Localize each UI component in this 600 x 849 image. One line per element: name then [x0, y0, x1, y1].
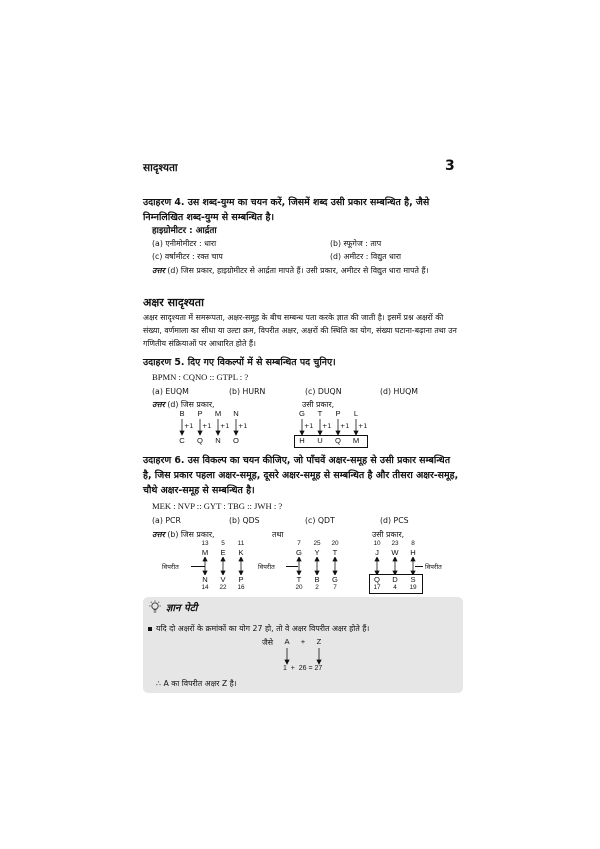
tip-letter-a: A — [284, 637, 290, 646]
letter: P — [335, 409, 341, 418]
answer-label: उत्तर — [152, 530, 165, 539]
double-arrow-icon — [292, 557, 352, 575]
letter: G — [332, 575, 338, 584]
step-label: +1 — [340, 422, 350, 430]
letter: H — [410, 548, 416, 557]
letter: N — [233, 409, 239, 418]
position-number: 25 — [313, 540, 321, 547]
arrow-icon — [280, 647, 330, 665]
letter: B — [179, 409, 185, 418]
answer-text: (d) जिस प्रकार, हाइग्रोमीटर से आर्द्रता मापते हैं। उसी प्रकार, अमीटर से विद्युत धारा मापते हैं। — [167, 266, 429, 275]
example-4-pair: हाइग्रोमीटर : आर्द्रता — [152, 226, 217, 236]
answer-text: (b) जिस प्रकार, — [167, 530, 215, 539]
position-number: 19 — [409, 584, 417, 591]
letter: Q — [374, 575, 380, 584]
example-5-option-b: (b) HURN — [229, 387, 266, 396]
knowledge-box-title: ज्ञान पेटी — [166, 603, 198, 614]
running-header: सादृश्यता — [143, 162, 178, 174]
position-number: 23 — [391, 540, 399, 547]
opposite-label: विपरीत — [258, 563, 275, 571]
position-number: 16 — [237, 584, 245, 591]
example-5-question: उदाहरण 5. दिए गए विकल्पों में से सम्बन्धित पद चुनिए। — [143, 357, 336, 368]
example-6-option-b: (b) QDS — [229, 516, 260, 525]
letter: P — [197, 409, 203, 418]
position-number: 10 — [373, 540, 381, 547]
step-label: +1 — [220, 422, 230, 430]
step-label: +1 — [322, 422, 332, 430]
example-5-right-diagram — [295, 409, 390, 449]
letter: E — [220, 548, 226, 557]
letter: V — [220, 575, 226, 584]
letter: D — [392, 575, 398, 584]
example-5-option-c: (c) DUQN — [305, 387, 342, 396]
step-label: +1 — [238, 422, 248, 430]
opposite-label: विपरीत — [425, 563, 442, 571]
example-4-answer — [152, 265, 458, 276]
position-number: 20 — [331, 540, 339, 547]
example-6-question: उदाहरण 6. उस विकल्प का चयन कीजिए, जो पाँचवें अक्षर-समूह से उसी प्रकार सम्बन्धित है, जिस प्रकार पहला अक्षर-समूह, दूसरे अक्षर-समूह से सम्बन्धित है और तीसरा अक्षर-समूह, चौथे अक्षर-समूह से सम्बन्धित है। — [143, 455, 459, 496]
double-arrow-icon — [198, 557, 258, 575]
letter: P — [238, 575, 244, 584]
tip-like: जैसे — [262, 638, 274, 647]
letter: T — [317, 409, 323, 418]
letter: B — [314, 575, 320, 584]
connector-line — [286, 566, 298, 567]
answer-label: उत्तर — [152, 266, 165, 275]
step-label: +1 — [202, 422, 212, 430]
example-6-code: MEK : NVP :: GYT : TBG :: JWH : ? — [152, 501, 283, 511]
position-number: 22 — [219, 584, 227, 591]
connector-line — [415, 566, 423, 567]
example-5-similarly: उसी प्रकार, — [302, 400, 335, 409]
position-number: 4 — [393, 584, 397, 591]
example-5-option-a: (a) EUQM — [152, 387, 189, 396]
step-label: +1 — [304, 422, 314, 430]
position-number: 7 — [333, 584, 337, 591]
position-number: 11 — [237, 540, 245, 547]
position-number: 14 — [201, 584, 209, 591]
letter: J — [375, 548, 379, 557]
example-6-option-a: (a) PCR — [152, 516, 181, 525]
example-6-group-3 — [370, 540, 462, 594]
position-number: 7 — [297, 540, 301, 547]
tip-conclusion: ∴ A का विपरीत अक्षर Z है। — [156, 679, 237, 688]
example-5-left-diagram — [175, 409, 270, 449]
tip-plus: + — [300, 637, 306, 646]
example-6-group-2 — [258, 540, 358, 592]
bullet-icon — [148, 627, 152, 631]
letter: S — [410, 575, 416, 584]
page-number: 3 — [445, 158, 455, 174]
example-6-also: तथा — [272, 530, 284, 539]
example-5-option-d: (d) HUQM — [380, 387, 418, 396]
letter: L — [353, 409, 359, 418]
position-number: 20 — [295, 584, 303, 591]
letter: N — [202, 575, 208, 584]
answer-label: उत्तर — [152, 400, 165, 409]
tip-letter-z: Z — [316, 637, 322, 646]
example-4-question: उदाहरण 4. उस शब्द-युग्म का चयन करें, जिसमें शब्द उसी प्रकार सम्बन्धित है, जैसे निम्नलिखित शब्द-युग्म से सम्बन्धित है। — [143, 197, 430, 223]
position-number: 8 — [411, 540, 415, 547]
letter: T — [332, 548, 338, 557]
example-4-option-c: (c) वर्षामीटर : रक्त चाप — [152, 252, 223, 261]
letter: G — [296, 548, 302, 557]
example-6-group-1 — [150, 540, 260, 592]
position-number: 5 — [221, 540, 225, 547]
example-6-option-c: (c) QDT — [305, 516, 335, 525]
tip-sum: 1 + 26 = 27 — [283, 665, 323, 672]
example-5-code: BPMN : CQNO :: GTPL : ? — [152, 372, 249, 382]
example-4-option-d: (d) अमीटर : विद्युत धारा — [330, 252, 402, 261]
example-6-similarly: उसी प्रकार, — [372, 530, 405, 539]
letter: N — [215, 436, 221, 445]
letter: U — [317, 436, 323, 445]
connector-line — [191, 566, 205, 567]
section-paragraph: अक्षर सादृश्यता में समरूपता, अक्षर-समूह के बीच सम्बन्ध पता करके ज्ञात की जाती है। इसमें प्रश्न अक्षरों की संख्या, वर्णमाला का सीधा या उल्टा क्रम, विपरीत अक्षर, अक्षरों की स्थिति का योग, संख्या घटाना-बढ़ाना तथा उन गणितीय संक्रियाओं पर आधारित होते हैं। — [143, 313, 457, 348]
letter: T — [296, 575, 302, 584]
letter: Y — [314, 548, 320, 557]
example-4-option-b: (b) स्फूगेज : ताप — [330, 239, 382, 248]
position-number: 13 — [201, 540, 209, 547]
letter: W — [391, 548, 399, 557]
letter: C — [179, 436, 185, 445]
step-label: +1 — [358, 422, 368, 430]
letter: M — [201, 548, 209, 557]
opposite-label: विपरीत — [162, 563, 179, 571]
letter: O — [233, 436, 239, 445]
answer-text: (d) जिस प्रकार, — [167, 400, 215, 409]
section-title: अक्षर सादृश्यता — [143, 296, 204, 309]
letter: M — [352, 436, 360, 445]
example-6-option-d: (d) PCS — [380, 516, 409, 525]
tip-text: यदि दो अक्षरों के क्रमांकों का योग 27 हो, तो वे अक्षर विपरीत अक्षर होते हैं। — [156, 624, 370, 633]
letter: K — [238, 548, 244, 557]
letter: Q — [335, 436, 341, 445]
position-number: 17 — [373, 584, 381, 591]
example-6-answer — [152, 529, 215, 540]
letter: M — [214, 409, 222, 418]
position-number: 2 — [315, 584, 319, 591]
letter: H — [299, 436, 305, 445]
letter: G — [299, 409, 305, 418]
example-4-option-a: (a) एनीमोमीटर : धारा — [152, 239, 217, 248]
lightbulb-icon — [148, 600, 162, 614]
step-label: +1 — [184, 422, 194, 430]
letter: Q — [197, 436, 203, 445]
